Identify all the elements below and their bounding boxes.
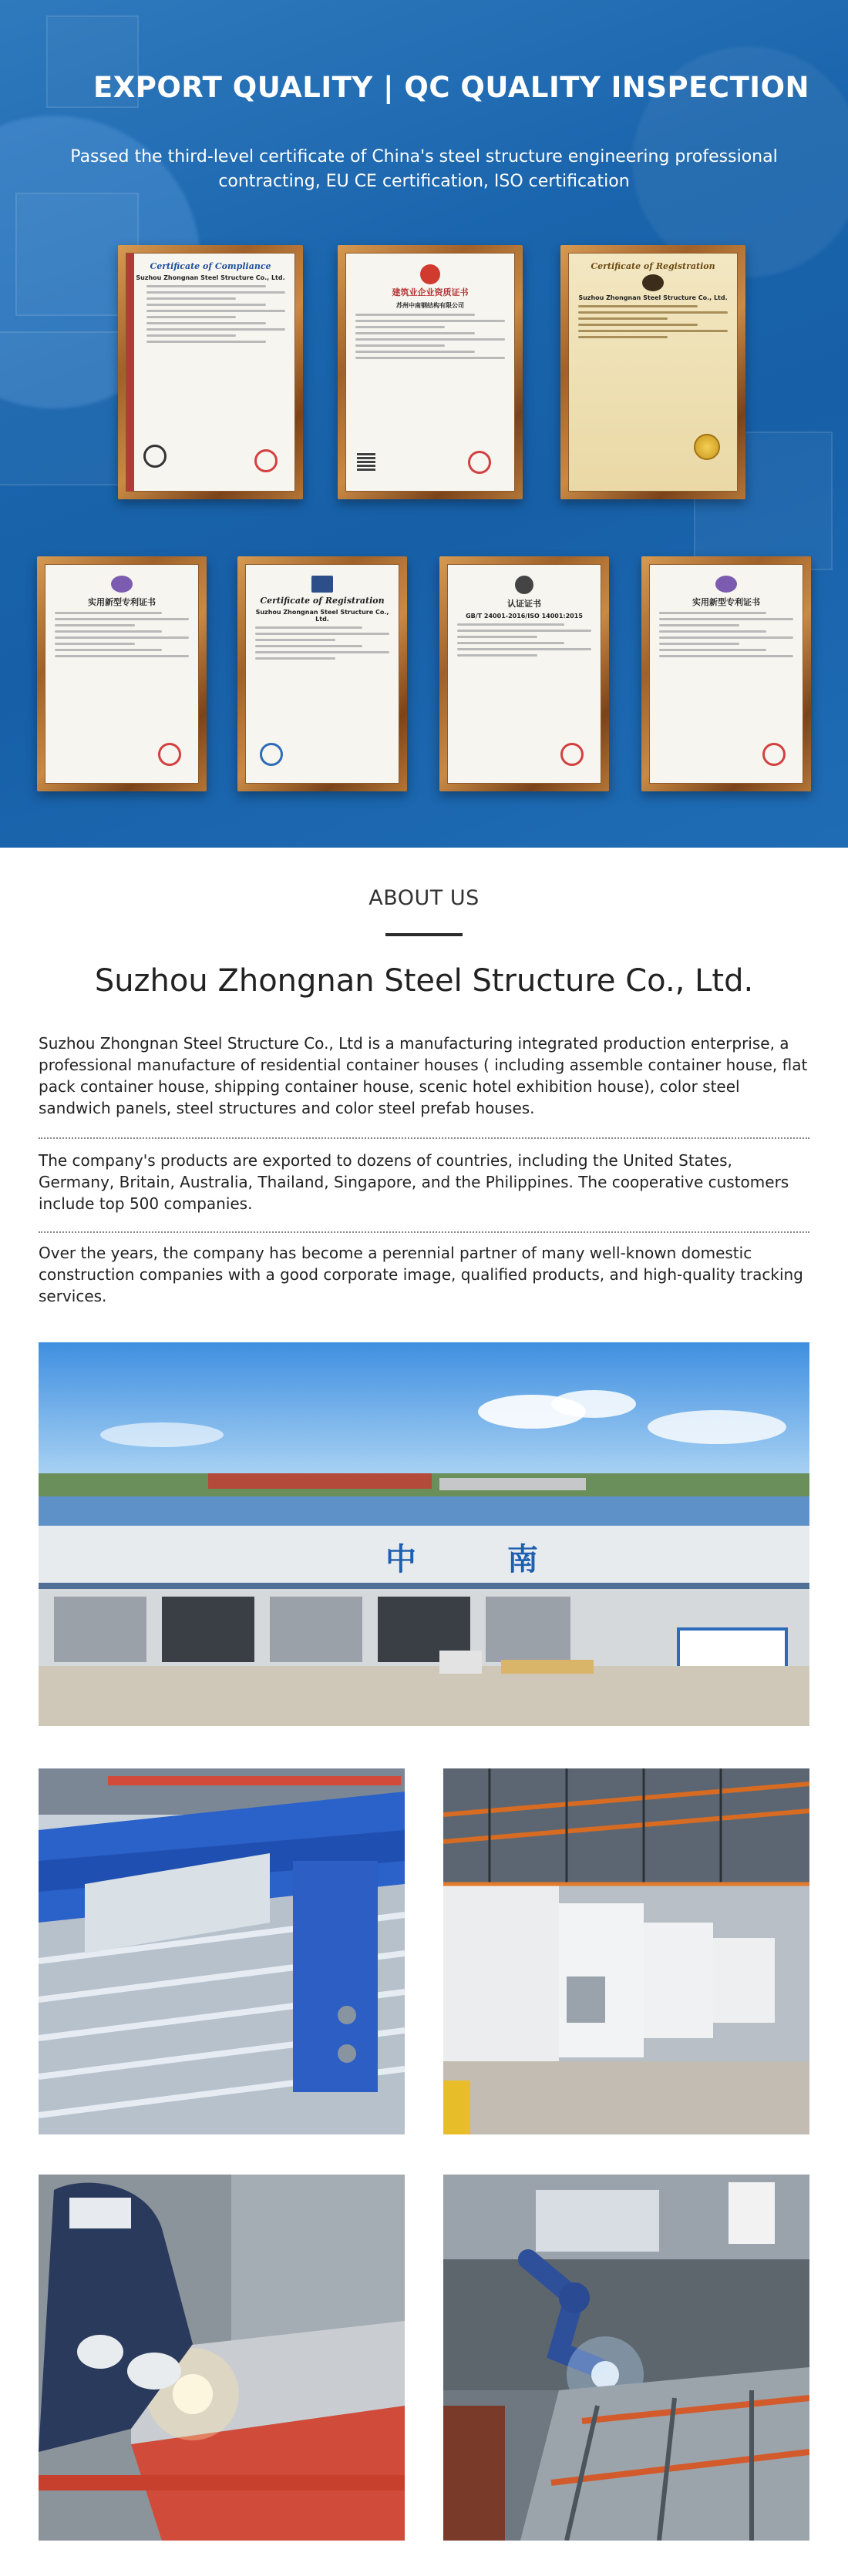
cert-heading: 实用新型专利证书 <box>692 597 760 607</box>
roll-forming-machine-photo <box>39 1768 405 2134</box>
qc-title: EXPORT QUALITY | QC QUALITY INSPECTION <box>93 71 809 104</box>
factory-exterior-illustration <box>39 1342 809 1726</box>
national-emblem-icon <box>420 264 440 284</box>
red-seal-icon <box>468 451 491 474</box>
container-workshop-photo <box>443 1768 809 2134</box>
certificate-patent-1 <box>37 556 207 791</box>
ce-mark-icon <box>143 445 167 468</box>
cert-heading: Certificate of Registration <box>591 261 715 271</box>
welding-worker-photo <box>39 2175 405 2541</box>
cert-heading: Certificate of Compliance <box>150 261 271 271</box>
qr-code-icon <box>357 452 375 471</box>
patent-logo-icon <box>715 576 737 593</box>
patent-logo-icon <box>111 576 133 593</box>
qc-certificate-section <box>0 0 848 848</box>
certificate-patent-2 <box>641 556 811 791</box>
dotted-divider <box>39 1231 809 1233</box>
dotted-divider <box>39 1137 809 1139</box>
cert-company: Suzhou Zhongnan Steel Structure Co., Ltd. <box>136 274 285 281</box>
bg-tile <box>0 331 123 485</box>
about-paragraph: Over the years, the company has become a perennial partner of many well-known domestic construction companies with a good corporate image, qualified products, and high-quality tracking services. <box>39 1244 803 1305</box>
cert-company: Suzhou Zhongnan Steel Structure Co., Ltd. <box>255 609 389 623</box>
red-seal-icon <box>560 743 584 766</box>
certificate-iso <box>237 556 407 791</box>
about-us-label: ABOUT US <box>368 886 480 910</box>
about-paragraph: Suzhou Zhongnan Steel Structure Co., Ltd is a manufacturing integrated production enterprise, a professional manufacture of residential container houses ( including assemble container house, flat pack container house, shipping container house, scenic hotel exhibition house), color steel sandwich panels, steel structures and color steel prefab houses. <box>39 1034 808 1117</box>
certificate-cqc <box>439 556 609 791</box>
certificate-registration-gold <box>560 245 745 499</box>
factory-exterior-photo <box>39 1342 809 1726</box>
gold-seal-icon <box>694 434 720 460</box>
cert-heading: 建筑业企业资质证书 <box>392 287 469 297</box>
registrar-logo-icon <box>311 576 333 593</box>
globe-seal-icon <box>260 743 283 766</box>
certificate-ce <box>118 245 303 499</box>
welding-worker-illustration <box>39 2175 405 2541</box>
container-workshop-illustration <box>443 1768 809 2134</box>
section-divider <box>385 933 463 936</box>
red-seal-icon <box>762 743 786 766</box>
company-name: Suzhou Zhongnan Steel Structure Co., Ltd. <box>94 963 754 999</box>
cert-company: Suzhou Zhongnan Steel Structure Co., Ltd. <box>578 294 728 301</box>
cert-heading: 实用新型专利证书 <box>88 597 156 607</box>
cert-company: GB/T 24001-2016/ISO 14001:2015 <box>466 613 583 620</box>
qc-subtitle: Passed the third-level certificate of China's steel structure engineering professional contracting, EU CE certification, ISO certification <box>70 147 778 191</box>
cert-stripe <box>126 254 134 491</box>
registrar-logo-icon <box>642 274 664 291</box>
robotic-welding-photo <box>443 2175 809 2541</box>
robotic-welding-illustration <box>443 2175 809 2541</box>
certificate-qualification <box>338 245 523 499</box>
roll-forming-illustration <box>39 1768 405 2134</box>
factory-sign: 中 南 <box>385 1542 578 1577</box>
cert-company: 苏州中南钢结构有限公司 <box>396 302 464 309</box>
red-seal-icon <box>158 743 181 766</box>
red-seal-icon <box>254 449 278 472</box>
cert-heading: Certificate of Registration <box>260 596 385 606</box>
about-paragraph: The company's products are exported to dozens of countries, including the United States, Germany, Britain, Australia, Thailand, Singapore, and the Philippines. The cooperative customers include top 500 companies. <box>39 1151 789 1213</box>
cqc-logo-icon <box>515 576 533 594</box>
cert-heading: 认证证书 <box>507 599 541 609</box>
